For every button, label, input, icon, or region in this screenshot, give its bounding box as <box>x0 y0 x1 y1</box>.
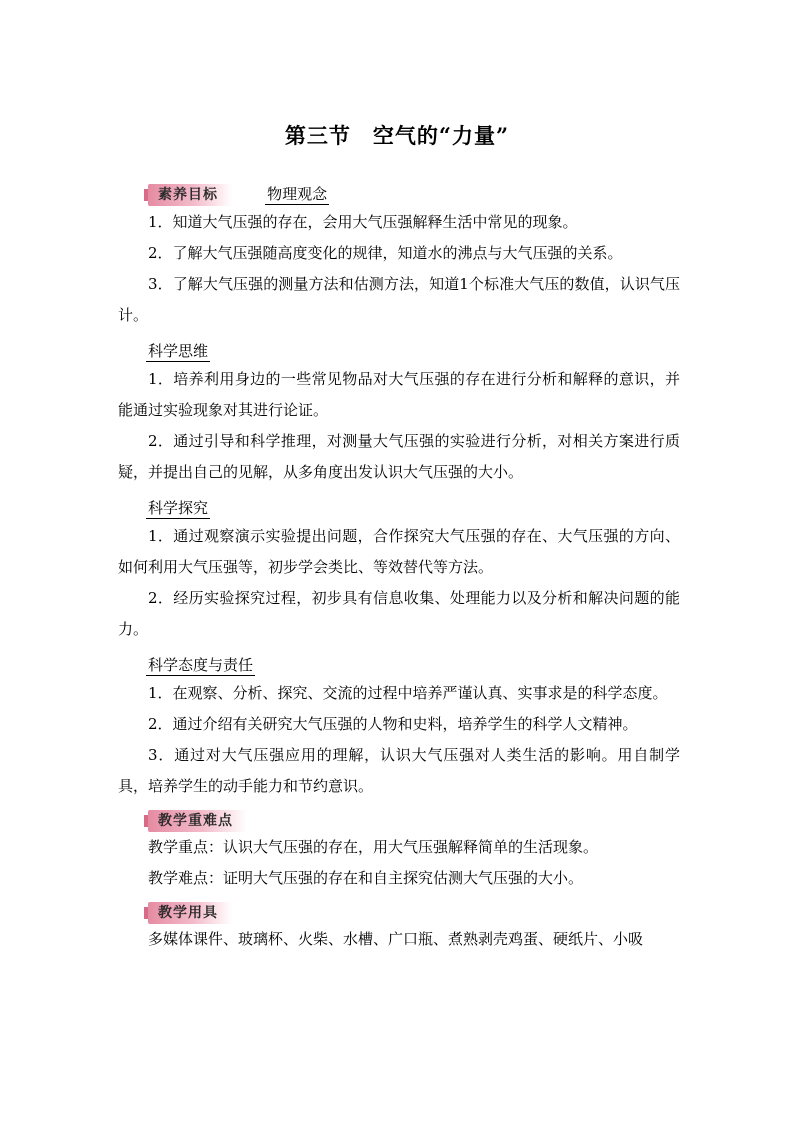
subheading-thinking: 科学思维 <box>148 342 209 360</box>
subheading-inquiry: 科学探究 <box>148 499 209 517</box>
goal-physics-1: 1．知道大气压强的存在，会用大气压强解释生活中常见的现象。 <box>148 213 578 231</box>
goal-thinking-1: 1．培养利用身边的一些常见物品对大气压强的存在进行分析和解释的意识，并能通过实验现象对其进行论证。 <box>118 370 680 419</box>
goal-inquiry-1: 1．通过观察演示实验提出问题，合作探究大气压强的存在、大气压强的方向、如何利用大气压强等，初步学会类比、等效替代等方法。 <box>118 527 680 576</box>
teaching-focus: 教学重点：认识大气压强的存在，用大气压强解释简单的生活现象。 <box>148 838 599 856</box>
goal-inquiry-2: 2．经历实验探究过程，初步具有信息收集、处理能力以及分析和解决问题的能力。 <box>118 589 680 638</box>
teaching-tools-text: 多媒体课件、玻璃杯、火柴、水槽、广口瓶、煮熟剥壳鸡蛋、硬纸片、小吸 <box>148 930 644 948</box>
goal-physics-3: 3．了解大气压强的测量方法和估测方法，知道1个标准大气压的数值，认识气压计。 <box>118 275 680 324</box>
section-banner-goals: 素养目标 <box>148 184 232 206</box>
section-banner-tools: 教学用具 <box>148 902 232 924</box>
goal-attitude-2: 2．通过介绍有关研究大气压强的人物和史料，培养学生的科学人文精神。 <box>148 715 638 733</box>
content-body <box>118 174 680 955</box>
subheading-attitude: 科学态度与责任 <box>148 656 254 674</box>
goal-physics-2: 2．了解大气压强随高度变化的规律，知道水的沸点与大气压强的关系。 <box>148 244 623 262</box>
section-banner-key-points: 教学重难点 <box>148 810 247 832</box>
goal-attitude-3: 3．通过对大气压强应用的理解，认识大气压强对人类生活的影响。用自制学具，培养学生的动手能力和节约意识。 <box>118 746 680 795</box>
teaching-difficulty: 教学难点：证明大气压强的存在和自主探究估测大气压强的大小。 <box>148 869 584 887</box>
subheading-physics: 物理观念 <box>267 185 328 203</box>
goal-attitude-1: 1．在观察、分析、探究、交流的过程中培养严谨认真、实事求是的科学态度。 <box>148 684 668 702</box>
goal-thinking-2: 2．通过引导和科学推理，对测量大气压强的实验进行分析，对相关方案进行质疑，并提出自己的见解，从多角度出发认识大气压强的大小。 <box>118 432 680 481</box>
page-title: 第三节 空气的“力量” <box>284 123 510 148</box>
